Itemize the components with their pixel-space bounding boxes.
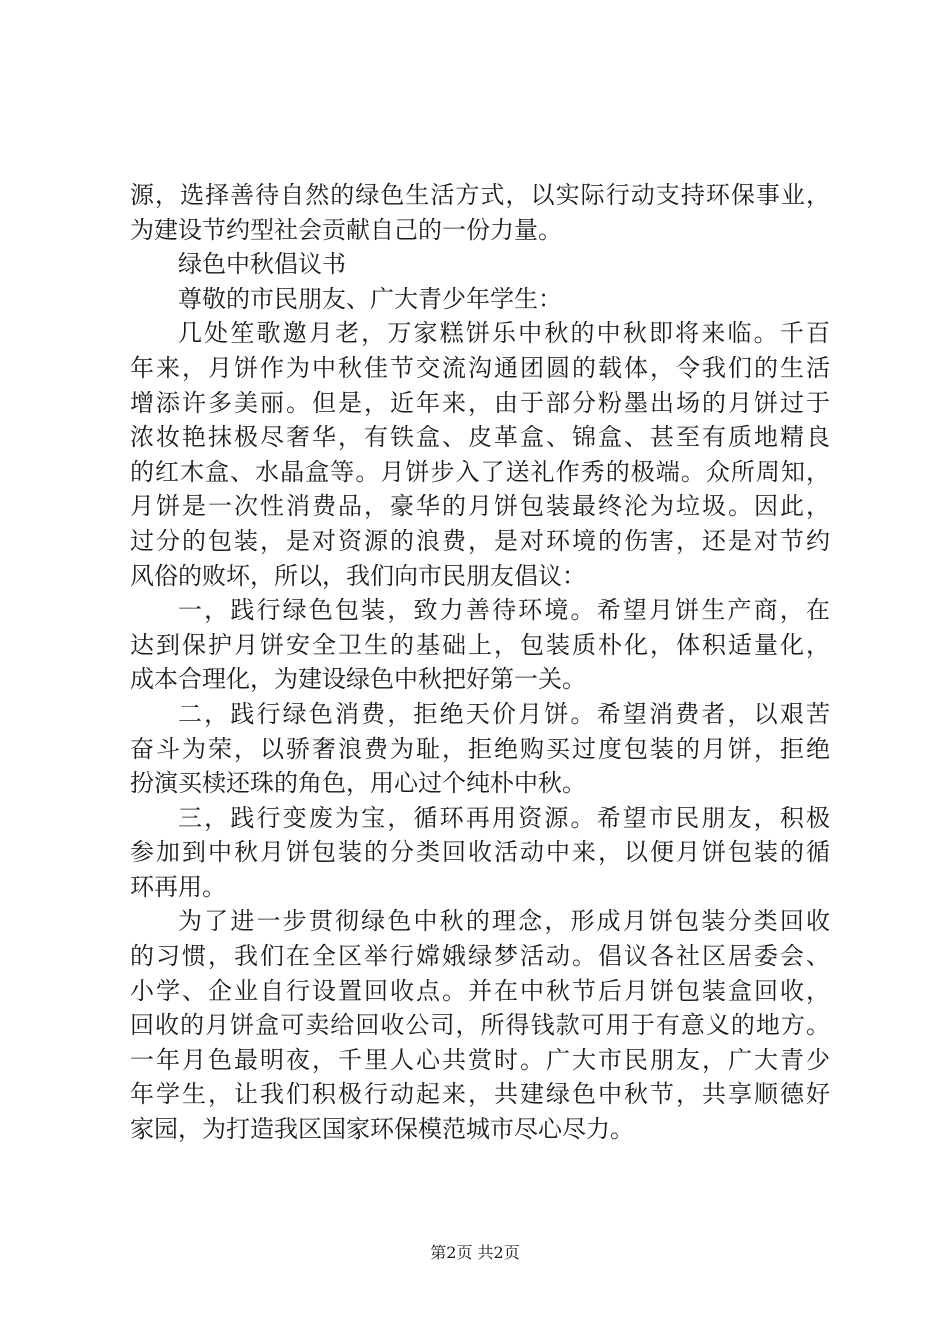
- text-line: 过分的包装，是对资源的浪费，是对环境的伤害，还是对节约: [130, 526, 830, 555]
- text-line: 源，选择善待自然的绿色生活方式，以实际行动支持环保事业，: [130, 181, 830, 209]
- text-line: 的习惯，我们在全区举行嫦娥绿梦活动。倡议各社区居委会、: [130, 942, 830, 971]
- text-line: 回收的月饼盒可卖给回收公司，所得钱款可用于有意义的地方。: [130, 1011, 830, 1040]
- text-line: 尊敬的市民朋友、广大青少年学生：: [178, 284, 562, 313]
- text-line: 奋斗为荣，以骄奢浪费为耻，拒绝购买过度包装的月饼，拒绝: [130, 734, 830, 763]
- text-line: 的红木盒、水晶盒等。月饼步入了送礼作秀的极端。众所周知，: [130, 457, 830, 486]
- text-line: 年学生，让我们积极行动起来，共建绿色中秋节，共享顺德好: [130, 1080, 830, 1109]
- text-line: 浓妆艳抹极尽奢华，有铁盒、皮革盒、锦盒、甚至有质地精良: [130, 423, 830, 452]
- page-footer: 第2页 共2页: [430, 1243, 520, 1262]
- text-line: 扮演买椟还珠的角色，用心过个纯朴中秋。: [130, 769, 586, 798]
- document-body: [130, 178, 830, 1147]
- text-line: 一，践行绿色包装，致力善待环境。希望月饼生产商，在: [178, 596, 830, 625]
- text-line: 增添许多美丽。但是，近年来，由于部分粉墨出场的月饼过于: [130, 388, 830, 417]
- text-line: 三，践行变废为宝，循环再用资源。希望市民朋友，积极: [178, 803, 830, 832]
- text-line: 月饼是一次性消费品，豪华的月饼包装最终沦为垃圾。因此，: [130, 492, 830, 521]
- text-line: 风俗的败坏，所以，我们向市民朋友倡议：: [130, 561, 586, 590]
- text-line: 几处笙歌邀月老，万家糕饼乐中秋的中秋即将来临。千百: [178, 319, 830, 348]
- text-line: 小学、企业自行设置回收点。并在中秋节后月饼包装盒回收，: [130, 976, 830, 1005]
- text-line: 为了进一步贯彻绿色中秋的理念，形成月饼包装分类回收: [178, 907, 830, 936]
- text-line: 绿色中秋倡议书: [178, 250, 346, 279]
- text-line: 二，践行绿色消费，拒绝天价月饼。希望消费者，以艰苦: [178, 699, 830, 728]
- text-line: 年来，月饼作为中秋佳节交流沟通团圆的载体，令我们的生活: [130, 353, 830, 382]
- text-line: 环再用。: [130, 872, 226, 901]
- text-line: 为建设节约型社会贡献自己的一份力量。: [130, 215, 562, 244]
- text-line: 家园，为打造我区国家环保模范城市尽心尽力。: [130, 1115, 634, 1144]
- text-line: 达到保护月饼安全卫生的基础上，包装质朴化，体积适量化，: [130, 630, 830, 659]
- text-line: 成本合理化，为建设绿色中秋把好第一关。: [130, 665, 586, 694]
- text-line: 一年月色最明夜，千里人心共赏时。广大市民朋友，广大青少: [130, 1045, 830, 1074]
- text-line: 参加到中秋月饼包装的分类回收活动中来，以便月饼包装的循: [130, 838, 830, 867]
